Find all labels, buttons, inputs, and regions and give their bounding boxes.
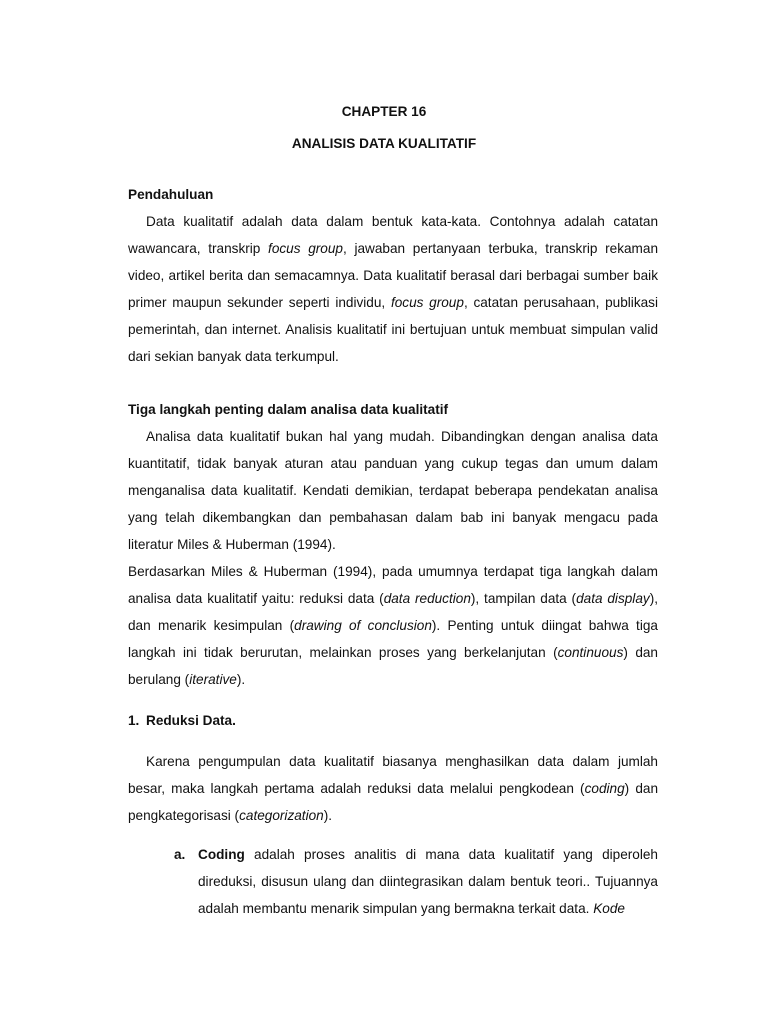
chapter-number: CHAPTER 16 <box>341 104 427 119</box>
chapter-title: ANALISIS DATA KUALITATIF <box>291 136 477 151</box>
paragraph-reduksi-data <box>128 748 658 829</box>
list-number: 1. <box>128 713 140 728</box>
italic-term: data reduction <box>383 591 471 606</box>
text-run: adalah proses analitis di mana data kualitatif yang diperoleh direduksi, disusun ulang dan diintegrasikan dalam bentuk teori.. Tujuannya adalah membantu menarik simpulan yang bermakna terkait data. <box>198 847 658 916</box>
italic-term: drawing of conclusion <box>294 618 432 633</box>
text-run: , jawaban pertanyaan terbuka, transkrip rekaman video, artikel berita dan semacamnya. Data kualitatif berasal dari berbagai sumber baik primer maupun sekunder seperti individu, <box>128 241 659 310</box>
italic-term: categorization <box>239 808 324 823</box>
bold-term: Coding <box>198 847 245 862</box>
text-run: Karena pengumpulan data kualitatif biasanya menghasilkan data dalam jumlah besar, maka langkah pertama adalah reduksi data melalui pengkodean ( <box>128 754 658 796</box>
text-run: ) dan berulang ( <box>128 645 658 687</box>
italic-term: continuous <box>557 645 624 660</box>
section-heading-tiga-langkah: Tiga langkah penting dalam analisa data kualitatif <box>128 402 449 417</box>
document-body <box>128 181 658 922</box>
list-item-coding <box>128 841 658 922</box>
italic-term: coding <box>584 781 625 796</box>
section-heading-reduksi-data: Reduksi Data. <box>146 713 236 728</box>
text-run: ). <box>323 808 333 823</box>
text-run: ), dan menarik kesimpulan ( <box>128 591 658 633</box>
list-letter: a. <box>174 847 186 862</box>
text-run: ). Penting untuk diingat bahwa tiga langkah ini tidak berurutan, melainkan proses yang berkelanjutan ( <box>128 618 658 660</box>
italic-term: data display <box>576 591 650 606</box>
text-run: , catatan perusahaan, publikasi pemerintah, dan internet. Analisis kualitatif ini bertujuan untuk membuat simpulan valid dari sekian banyak data terkumpul. <box>128 295 658 364</box>
italic-term: Kode <box>593 901 625 916</box>
numbered-heading-reduksi-data <box>128 707 658 734</box>
paragraph-tiga-langkah-2 <box>128 558 658 693</box>
text-run: ). <box>236 672 246 687</box>
paragraph-pendahuluan <box>128 208 658 370</box>
text-run: Berdasarkan Miles & Huberman (1994), pada umumnya terdapat tiga langkah dalam analisa data kualitatif yaitu: reduksi data ( <box>128 564 658 606</box>
paragraph-tiga-langkah-1: Analisa data kualitatif bukan hal yang mudah. Dibandingkan dengan analisa data kuantitatif, tidak banyak aturan atau panduan yang cukup tegas dan umum dalam menganalisa data kualitatif. Kendati demikian, terdapat beberapa pendekatan analisa yang telah dikembangkan dan pembahasan dalam bab ini banyak mengacu pada literatur Miles & Huberman (1994). <box>128 429 658 552</box>
text-run: ) dan pengkategorisasi ( <box>128 781 659 823</box>
section-heading-pendahuluan: Pendahuluan <box>128 187 214 202</box>
paragraph-coding <box>198 841 658 922</box>
italic-term: focus group <box>390 295 464 310</box>
italic-term: iterative <box>189 672 237 687</box>
chapter-header <box>0 103 768 153</box>
text-run: Data kualitatif adalah data dalam bentuk kata-kata. Contohnya adalah catatan wawancara, transkrip <box>128 214 658 256</box>
text-run: ), tampilan data ( <box>470 591 577 606</box>
italic-term: focus group <box>268 241 343 256</box>
